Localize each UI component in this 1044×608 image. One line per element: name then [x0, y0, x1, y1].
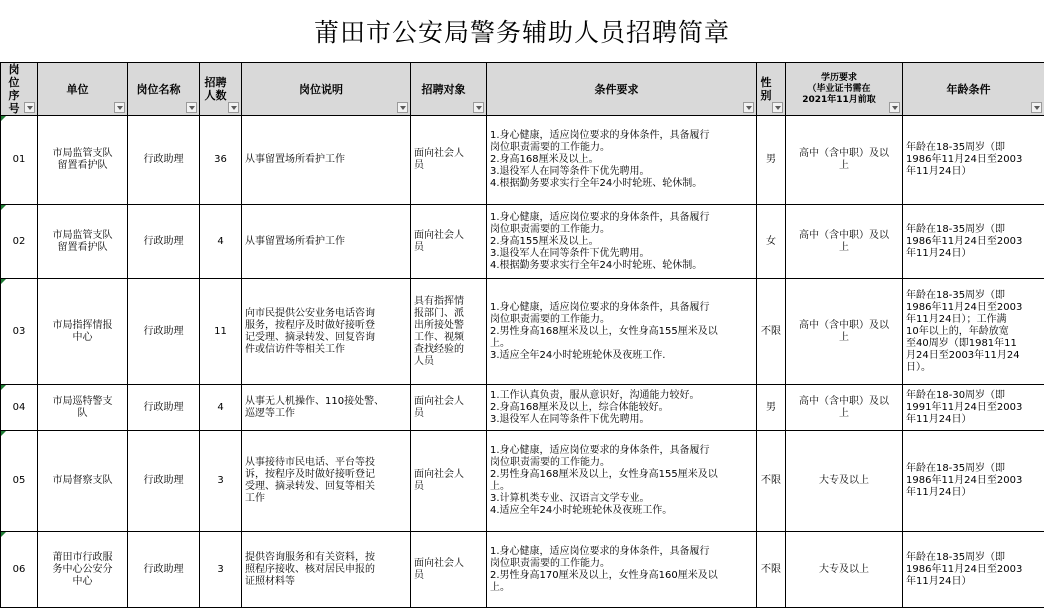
cell-education [786, 279, 903, 385]
cell-line: 1.身心健康，适应岗位要求的身体条件，具备履行 [490, 130, 753, 142]
cell-line: 4.根据勤务要求实行全年24小时轮班、轮休制。 [490, 178, 753, 190]
cell-conditions [487, 279, 757, 385]
cell-gender: 男 [757, 385, 786, 431]
cell-conditions [487, 385, 757, 431]
table-row [1, 205, 1044, 279]
cell-line: 2.男性身高168厘米及以上，女性身高155厘米及以 [490, 326, 753, 338]
cell-line: 留置看护队 [41, 160, 124, 172]
cell-post-desc [242, 205, 411, 279]
header-post-name [128, 63, 200, 116]
cell-line: 上 [789, 242, 899, 254]
cell-education [786, 532, 903, 608]
cell-count: 3 [200, 532, 242, 608]
cell-count: 4 [200, 385, 242, 431]
cell-post-desc [242, 385, 411, 431]
cell-post-desc [242, 116, 411, 205]
cell-conditions [487, 116, 757, 205]
cell-unit [38, 385, 128, 431]
cell-post-name: 行政助理 [128, 431, 200, 532]
cell-line: 3.计算机类专业、汉语言文学专业。 [490, 493, 753, 505]
filter-dropdown-icon[interactable] [228, 102, 239, 113]
cell-line: 日）。 [906, 362, 1041, 374]
cell-line: 月24日至2003年11月24 [906, 350, 1041, 362]
cell-line: 1986年11月24日至2003 [906, 564, 1041, 576]
header-label: 人数 [203, 89, 238, 102]
cell-line: 年11月24日） [906, 414, 1041, 426]
cell-line: 4.适应全年24小时轮班轮休及夜班工作。 [490, 505, 753, 517]
cell-line: 岗位职责需要的工作能力。 [490, 558, 753, 570]
cell-line: 市局督察支队 [41, 475, 124, 487]
cell-conditions [487, 205, 757, 279]
cell-education [786, 431, 903, 532]
filter-dropdown-icon[interactable] [397, 102, 408, 113]
cell-line: 3.退役军人在同等条件下优先聘用。 [490, 248, 753, 260]
cell-line: 员 [414, 242, 483, 254]
cell-line: 年龄在18-35周岁（即 [906, 224, 1041, 236]
cell-target [411, 385, 487, 431]
cell-line: 面向社会人 [414, 396, 483, 408]
cell-post-id: 05 [1, 431, 38, 532]
header-target [411, 63, 487, 116]
cell-line: 岗位职责需要的工作能力。 [490, 142, 753, 154]
cell-line: 3.退役军人在同等条件下优先聘用。 [490, 414, 753, 426]
cell-count: 11 [200, 279, 242, 385]
cell-education [786, 385, 903, 431]
cell-line: 3.退役军人在同等条件下优先聘用。 [490, 166, 753, 178]
cell-age [903, 385, 1044, 431]
cell-line: 岗位职责需要的工作能力。 [490, 314, 753, 326]
cell-line: 上。 [490, 582, 753, 594]
table-row [1, 431, 1044, 532]
cell-count: 4 [200, 205, 242, 279]
cell-line: 务中心公安分 [41, 564, 124, 576]
cell-line: 1986年11月24日至2003 [906, 475, 1041, 487]
header-unit [38, 63, 128, 116]
cell-line: 受理、摘录转发、回复等相关 [245, 481, 407, 493]
cell-post-id: 02 [1, 205, 38, 279]
header-conditions [487, 63, 757, 116]
filter-dropdown-icon[interactable] [889, 102, 900, 113]
header-label: 性别 [760, 76, 782, 102]
cell-line: 年龄在18-30周岁（即 [906, 390, 1041, 402]
cell-target [411, 279, 487, 385]
cell-line: 年11月24日） [906, 166, 1041, 178]
cell-age [903, 279, 1044, 385]
cell-line: 1986年11月24日至2003 [906, 154, 1041, 166]
cell-line: 从事留置场所看护工作 [245, 154, 407, 166]
cell-line: 3.适应全年24小时轮班轮休及夜班工作. [490, 350, 753, 362]
cell-line: 向市民提供公安业务电话咨询 [245, 308, 407, 320]
cell-line: 2.身高155厘米及以上。 [490, 236, 753, 248]
cell-post-name: 行政助理 [128, 205, 200, 279]
cell-line: 2.身高168厘米及以上，综合体能较好。 [490, 402, 753, 414]
header-label: 序号 [4, 89, 34, 115]
cell-line: 大专及以上 [789, 475, 899, 487]
cell-line: 件或信访件等相关工作 [245, 344, 407, 356]
cell-line: 年龄在18-35周岁（即 [906, 290, 1041, 302]
cell-line: 员 [414, 408, 483, 420]
header-label: 单位 [41, 83, 124, 96]
cell-line: 1991年11月24日至2003 [906, 402, 1041, 414]
cell-unit [38, 532, 128, 608]
cell-line: 从事留置场所看护工作 [245, 236, 407, 248]
cell-conditions [487, 431, 757, 532]
cell-post-desc [242, 279, 411, 385]
page-title: 莆田市公安局警务辅助人员招聘简章 [0, 0, 1044, 63]
cell-line: 1986年11月24日至2003 [906, 302, 1041, 314]
cell-line: 莆田市行政服 [41, 552, 124, 564]
cell-line: 上。 [490, 338, 753, 350]
cell-line: 年11月24日）；工作满 [906, 314, 1041, 326]
table-row [1, 385, 1044, 431]
cell-line: 面向社会人 [414, 230, 483, 242]
cell-education [786, 205, 903, 279]
cell-age [903, 205, 1044, 279]
header-label: 学历要求 [789, 73, 899, 84]
cell-post-name: 行政助理 [128, 385, 200, 431]
cell-line: 市局巡特警支 [41, 396, 124, 408]
cell-line: 高中（含中职）及以 [789, 148, 899, 160]
cell-post-name: 行政助理 [128, 116, 200, 205]
cell-line: 2.男性身高168厘米及以上，女性身高155厘米及以 [490, 469, 753, 481]
cell-line: 高中（含中职）及以 [789, 396, 899, 408]
cell-line: 岗位职责需要的工作能力。 [490, 224, 753, 236]
cell-count: 3 [200, 431, 242, 532]
filter-dropdown-icon[interactable] [473, 102, 484, 113]
cell-line: 面向社会人 [414, 558, 483, 570]
cell-unit [38, 279, 128, 385]
cell-line: 巡逻等工作 [245, 408, 407, 420]
cell-line: 面向社会人 [414, 469, 483, 481]
cell-line: 2.身高168厘米及以上。 [490, 154, 753, 166]
cell-line: 报部门、派 [414, 308, 483, 320]
header-label: 年龄条件 [906, 83, 1041, 96]
cell-line: 查找经验的 [414, 344, 483, 356]
cell-count: 36 [200, 116, 242, 205]
cell-target [411, 532, 487, 608]
table-body [1, 116, 1044, 608]
cell-line: 证照材料等 [245, 576, 407, 588]
cell-line: 年11月24日） [906, 576, 1041, 588]
cell-line: 1.工作认真负责，服从意识好，沟通能力较好。 [490, 390, 753, 402]
cell-line: 员 [414, 481, 483, 493]
cell-unit [38, 116, 128, 205]
cell-line: 具有指挥情 [414, 296, 483, 308]
cell-target [411, 116, 487, 205]
cell-line: 岗位职责需要的工作能力。 [490, 457, 753, 469]
cell-post-id: 03 [1, 279, 38, 385]
cell-line: 中心 [41, 576, 124, 588]
table-row [1, 279, 1044, 385]
cell-line: 从事无人机操作、110接处警、 [245, 396, 407, 408]
recruitment-table [0, 62, 1044, 608]
cell-unit [38, 431, 128, 532]
header-count [200, 63, 242, 116]
cell-line: 至40周岁（即1981年11 [906, 338, 1041, 350]
cell-line: 员 [414, 570, 483, 582]
cell-line: 上。 [490, 481, 753, 493]
header-gender [757, 63, 786, 116]
filter-dropdown-icon[interactable] [743, 102, 754, 113]
header-education [786, 63, 903, 116]
header-post-id [1, 63, 38, 116]
cell-age [903, 116, 1044, 205]
cell-line: 4.根据勤务要求实行全年24小时轮班、轮休制。 [490, 260, 753, 272]
cell-post-name: 行政助理 [128, 279, 200, 385]
header-age [903, 63, 1044, 116]
header-label: 2021年11月前取 [789, 95, 899, 106]
cell-line: 1.身心健康，适应岗位要求的身体条件，具备履行 [490, 212, 753, 224]
cell-line: 面向社会人 [414, 148, 483, 160]
cell-line: 上 [789, 332, 899, 344]
cell-line: 人员 [414, 356, 483, 368]
filter-dropdown-icon[interactable] [186, 102, 197, 113]
filter-dropdown-icon[interactable] [1031, 102, 1042, 113]
cell-line: 工作 [245, 493, 407, 505]
cell-line: 年11月24日） [906, 487, 1041, 499]
cell-line: 高中（含中职）及以 [789, 230, 899, 242]
header-post-desc [242, 63, 411, 116]
table-row [1, 116, 1044, 205]
header-label: 招聘 [203, 76, 238, 89]
cell-line: 1.身心健康，适应岗位要求的身体条件，具备履行 [490, 445, 753, 457]
cell-line: 出所接处警 [414, 320, 483, 332]
header-label: 岗位名称 [131, 83, 196, 96]
cell-line: 服务，按程序及时做好接听登 [245, 320, 407, 332]
cell-line: 诉，按程序及时做好接听登记 [245, 469, 407, 481]
cell-post-desc [242, 431, 411, 532]
header-row [1, 63, 1044, 116]
cell-line: 市局指挥情报 [41, 320, 124, 332]
cell-target [411, 205, 487, 279]
cell-post-id: 01 [1, 116, 38, 205]
cell-line: 上 [789, 160, 899, 172]
cell-post-name: 行政助理 [128, 532, 200, 608]
header-label: 岗位说明 [245, 83, 407, 96]
cell-line: 1.身心健康，适应岗位要求的身体条件，具备履行 [490, 546, 753, 558]
cell-line: 从事接待市民电话、平台等投 [245, 457, 407, 469]
cell-unit [38, 205, 128, 279]
cell-conditions [487, 532, 757, 608]
cell-line: 照程序接收、核对居民申报的 [245, 564, 407, 576]
filter-dropdown-icon[interactable] [24, 102, 35, 113]
cell-line: 记受理、摘录转发、回复咨询 [245, 332, 407, 344]
cell-gender: 不限 [757, 279, 786, 385]
cell-line: 高中（含中职）及以 [789, 320, 899, 332]
cell-post-desc [242, 532, 411, 608]
cell-line: 年龄在18-35周岁（即 [906, 552, 1041, 564]
cell-line: 中心 [41, 332, 124, 344]
cell-line: 员 [414, 160, 483, 172]
header-label: 条件要求 [490, 83, 753, 96]
cell-line: 留置看护队 [41, 242, 124, 254]
cell-line: 上 [789, 408, 899, 420]
cell-line: 年龄在18-35周岁（即 [906, 463, 1041, 475]
cell-age [903, 532, 1044, 608]
cell-line: 年11月24日） [906, 248, 1041, 260]
cell-target [411, 431, 487, 532]
header-label: 招聘对象 [414, 83, 483, 96]
cell-line: 1.身心健康，适应岗位要求的身体条件，具备履行 [490, 302, 753, 314]
cell-line: 市局监管支队 [41, 148, 124, 160]
header-label: （毕业证书需在 [789, 84, 899, 95]
cell-line: 工作、视频 [414, 332, 483, 344]
cell-post-id: 06 [1, 532, 38, 608]
cell-gender: 不限 [757, 532, 786, 608]
cell-education [786, 116, 903, 205]
header-label: 岗位 [4, 63, 34, 89]
cell-age [903, 431, 1044, 532]
cell-gender: 女 [757, 205, 786, 279]
filter-dropdown-icon[interactable] [114, 102, 125, 113]
cell-line: 大专及以上 [789, 564, 899, 576]
cell-line: 年龄在18-35周岁（即 [906, 142, 1041, 154]
cell-line: 市局监管支队 [41, 230, 124, 242]
cell-post-id: 04 [1, 385, 38, 431]
cell-line: 10年以上的，年龄放宽 [906, 326, 1041, 338]
filter-dropdown-icon[interactable] [772, 102, 783, 113]
table-row [1, 532, 1044, 608]
cell-gender: 不限 [757, 431, 786, 532]
cell-line: 提供咨询服务和有关资料，按 [245, 552, 407, 564]
cell-gender: 男 [757, 116, 786, 205]
cell-line: 队 [41, 408, 124, 420]
cell-line: 2.男性身高170厘米及以上，女性身高160厘米及以 [490, 570, 753, 582]
cell-line: 1986年11月24日至2003 [906, 236, 1041, 248]
